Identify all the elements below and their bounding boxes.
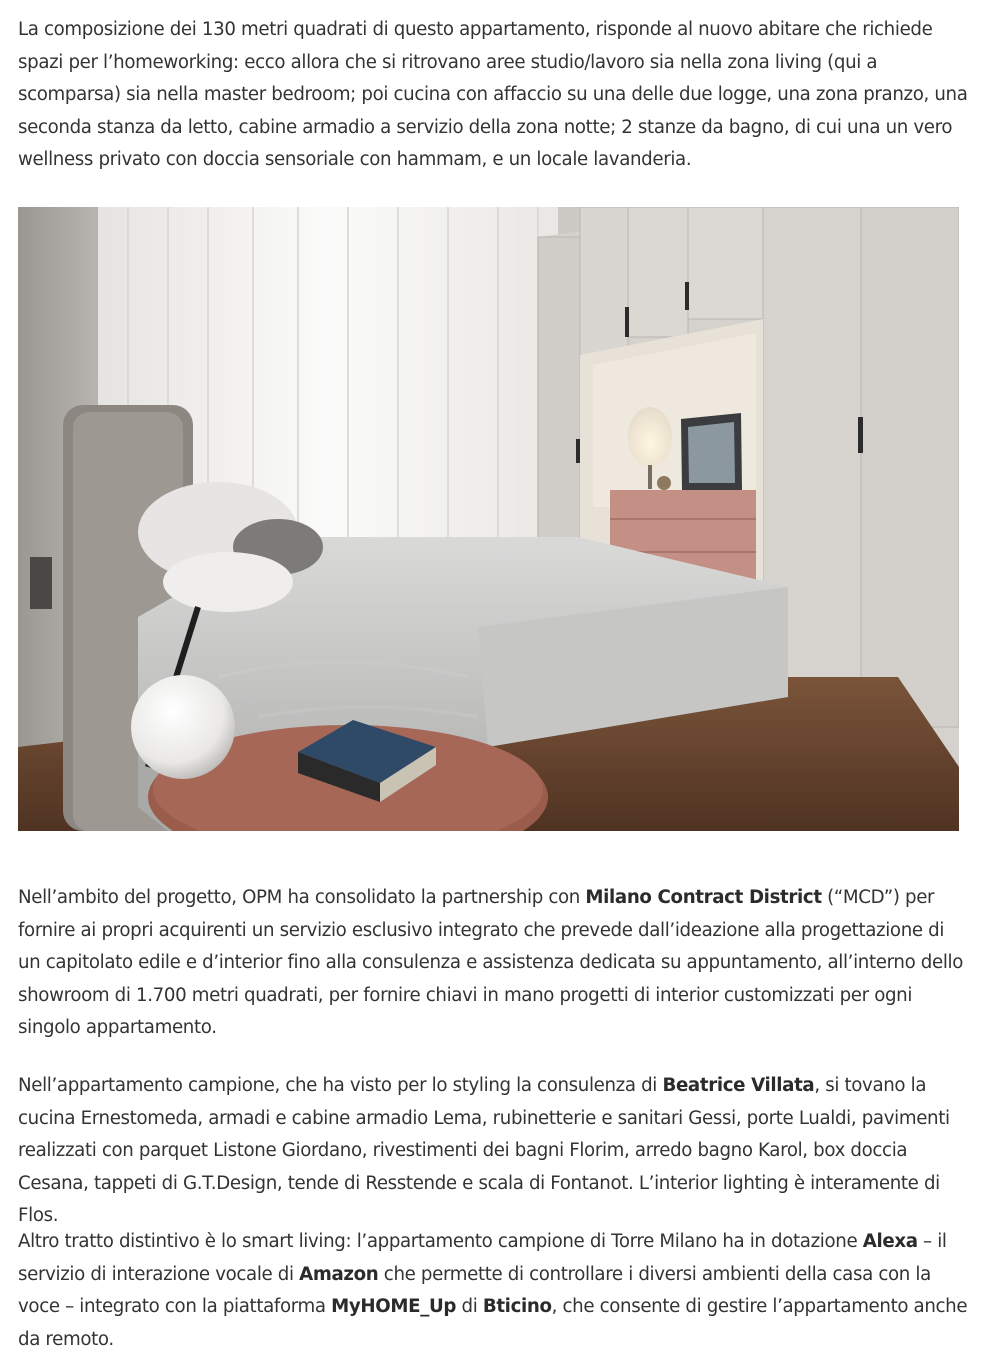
myhome-name: MyHOME_Up <box>331 1296 457 1318</box>
bedroom-photo <box>18 207 959 831</box>
light-switch <box>30 557 52 609</box>
stylist-name: Beatrice Villata <box>662 1075 815 1096</box>
amazon-name: Amazon <box>299 1263 379 1285</box>
brands-paragraph: Nell’appartamento campione, che ha visto per lo styling la consulenza di Beatrice Villata, si tovano la cucina Ernestomeda, armadi e cabine armadio Lema, rubinetterie e sanitari Gessi, porte Lualdi, pavimenti realizzati con parquet Listone Giordano, rivestimenti dei bagni Florim, arredo bagno Karol, box doccia Cesana, tappeti di G.T.Design, tende di Resstende e scala di Fontanot. L’interior lighting è interamente di Flos. <box>18 1075 950 1227</box>
table-lamp <box>628 407 672 467</box>
bticino-name: Bticino <box>482 1296 552 1318</box>
smart-living-paragraph: Altro tratto distintivo è lo smart living: l’appartamento campione di Torre Milano ha in dotazione Alexa – il servizio di interazione vocale di Amazon che permette di controllare i diversi ambienti della casa con la voce – integrato con la piattaforma MyHOME_Up di Bticino, che consente di gestire l’appartamento anche da remoto. <box>18 1231 968 1350</box>
alexa-name: Alexa <box>862 1231 918 1252</box>
intro-paragraph <box>18 14 968 177</box>
globe-lamp <box>131 675 235 779</box>
mcd-name: Milano Contract District <box>585 887 822 908</box>
partnership-paragraph: Nell’ambito del progetto, OPM ha consolidato la partnership con Milano Contract District (“MCD”) per fornire ai propri acquirenti un servizio esclusivo integrato che prevede dall’ideazione alla progettazione di un capitolato edile e d’interior fino alla consulenza e assistenza dedicata su appuntamento, all’interno dello showroom di 1.700 metri quadrati, per fornire chiavi in mano progetti di interior customizzati per ogni singolo appartamento. <box>18 887 964 1039</box>
intro-text: La composizione dei 130 metri quadrati di questo appartamento, risponde al nuovo abitare che richiede spazi per l’homeworking: ecco allora che si ritrovano aree studio/lavoro sia nella zona living (qui a scomparsa) sia nella master bedroom; poi cucina con affaccio su una delle due logge, una zona pranzo, una seconda stanza da letto, cabine armadio a servizio della zona notte; 2 stanze da bagno, di cui una un vero wellness privato con doccia sensoriale con hammam, e un locale lavanderia. <box>18 19 968 171</box>
